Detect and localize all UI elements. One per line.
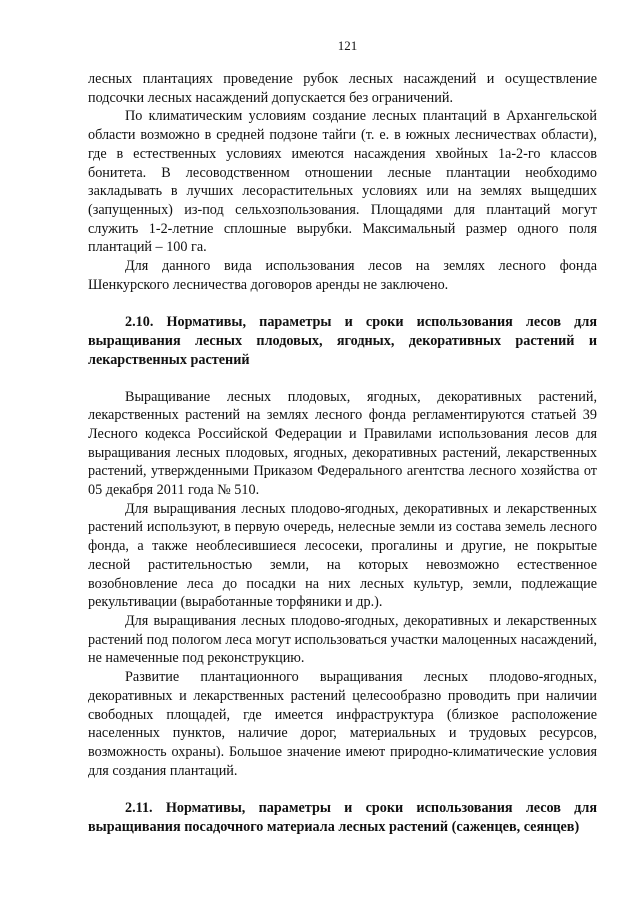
paragraph-climate-conditions: По климатическим условиям создание лесных плантаций в Архангельской области возможно в средней подзоне тайги (т. е. в южных лесничествах области), где в естественных условиях имеются насаждения хвойных 1а-2-го классов бонитета. В лесоводственном отношении лесные плантации необходимо закладывать в лучших лесорастительных условиях или на землях выщедших (запущенных) из-под сельхозпользования. Площадями для плантаций могут служить 1-2-летние сплошные вырубки. Максимальный размер одного поля плантаций – 100 га. [88,108,597,256]
section-heading-2-10: 2.10. Нормативы, параметры и сроки использования лесов для выращивания лесных плодовых, ягодных, декоративных растений и лекарственных растений [88,314,597,368]
paragraph-plantation-development: Развитие плантационного выращивания лесных плодово-ягодных, декоративных и лекарственных растений целесообразно проводить при наличии свободных площадей, где имеется инфраструктура (близкое расположение населенных пунктов, наличие дорог, материальных и трудовых ресурсов, возможность охраны). Большое значение имеют природно-климатические условия для создания плантаций. [88,669,597,779]
paragraph-regulation: Выращивание лесных плодовых, ягодных, декоративных растений, лекарственных растений на землях лесного фонда регламентируются статьей 39 Лесного кодекса Российской Федерации и Правилами использования лесов для выращивания лесных плодовых, ягодных, декоративных растений, лекарственных растений, утвержденными Приказом Федерального агентства лесного хозяйства от 05 декабря 2011 года № 510. [88,388,597,499]
paragraph-land-use: Для выращивания лесных плодово-ягодных, декоративных и лекарственных растений используют, в первую очередь, нелесные земли из состава земель лесного фонда, а также необлесившиеся лесосеки, прогалины и другие, не покрытые лесной растительностью земли, на которых невозможно естественное возобновление леса до посадки на них лесных культур, земли, подлежащие рекультивации (выработанные торфяники и др.). [88,500,597,611]
paragraph-lease-note: Для данного вида использования лесов на землях лесного фонда Шенкурского лесничества договоров аренды не заключено. [88,258,597,293]
page-number: 121 [337,38,358,53]
paragraph-continuation: лесных плантациях проведение рубок лесных насаждений и осуществление подсочки лесных насаждений допускается без ограничений. [88,71,597,106]
paragraph-under-canopy: Для выращивания лесных плодово-ягодных, декоративных и лекарственных растений под пологом леса могут использоваться участки малоценных насаждений, не намеченные под реконструкцию. [88,612,597,667]
section-heading-2-11: 2.11. Нормативы, параметры и сроки использования лесов для выращивания посадочного материала лесных растений (саженцев, сеянцев) [88,800,597,836]
